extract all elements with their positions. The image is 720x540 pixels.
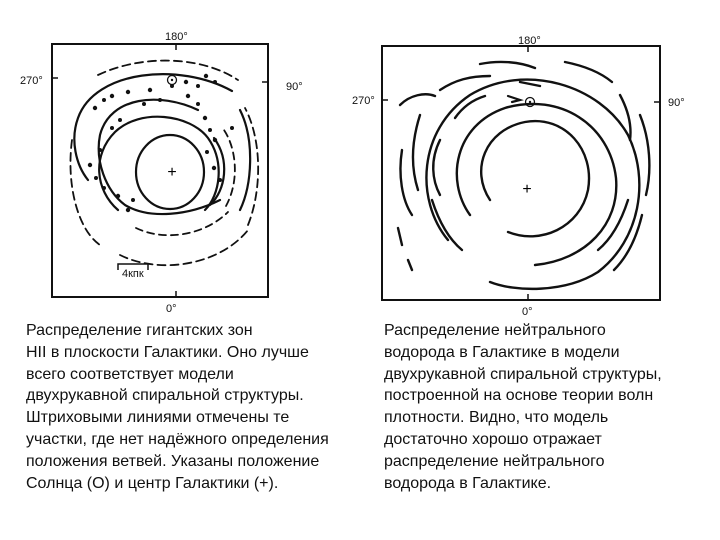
hi-arm-fragment	[640, 115, 649, 195]
hi-middle-spiral	[457, 104, 616, 265]
scale-label: 4кпк	[122, 268, 144, 280]
hii-dashed-inner-right	[224, 130, 235, 206]
hii-dashed-outer-left	[70, 140, 100, 245]
label-270: 270°	[352, 95, 375, 107]
label-270: 270°	[20, 75, 43, 87]
sun-icon-center	[171, 79, 173, 81]
hydrogen-figure-caption: Распределение нейтрального водорода в Галактике в модели двухрукавной спиральной структуры, построенной на основе теории волн плотности. Видно, что модель достаточно хорошо отражает распределение нейтрального водорода в Галактике.	[384, 322, 662, 492]
label-90: 90°	[286, 81, 303, 93]
neutral-hydrogen-figure	[340, 0, 720, 315]
sun-icon-center	[529, 101, 531, 103]
hi-arm-fragment	[408, 260, 412, 270]
hi-arm-fragment	[508, 96, 520, 102]
hii-regions-figure	[0, 0, 360, 315]
hii-figure-caption: Распределение гигантских зон HII в плоскости Галактики. Оно лучше всего соответствует модели двухрукавной спиральной структуры. Штриховыми линиями отмечены те участки, где нет надёжного определения положения ветвей. Указаны положение Солнца (О) и центр Галактики (+).	[26, 322, 329, 492]
hii-dashed-inner-bottom	[136, 212, 228, 235]
hii-inner-arm-segment	[210, 138, 224, 205]
hi-arm-fragment	[480, 62, 535, 68]
label-180: 180°	[165, 31, 188, 43]
hi-arm-fragment	[400, 150, 412, 215]
hi-arm-fragment	[400, 94, 435, 105]
label-0: 0°	[522, 306, 533, 315]
hi-inner-spiral	[481, 121, 589, 236]
hii-dashed-outer-bottom	[120, 230, 248, 265]
galactic-center-icon: +	[167, 164, 177, 181]
hi-arm-fragment	[413, 115, 420, 190]
hi-arm-fragment	[565, 62, 612, 82]
right-frame	[382, 46, 660, 300]
galactic-center-icon: +	[522, 181, 532, 198]
hi-arm-fragment	[398, 228, 402, 245]
label-90: 90°	[668, 97, 685, 109]
hydrogen-spiral-diagram	[340, 0, 720, 315]
hii-right-arm-segment	[240, 110, 250, 210]
hi-arm-fragment	[520, 82, 540, 86]
label-0: 0°	[166, 303, 177, 315]
hi-arm-fragment	[433, 140, 440, 195]
label-180: 180°	[518, 35, 541, 47]
hi-arm-fragment	[620, 95, 631, 140]
hii-outer-arm	[74, 74, 232, 180]
hi-arm-fragment	[432, 200, 462, 250]
hi-arm-fragment	[455, 96, 485, 118]
hii-spiral-diagram	[0, 0, 360, 315]
